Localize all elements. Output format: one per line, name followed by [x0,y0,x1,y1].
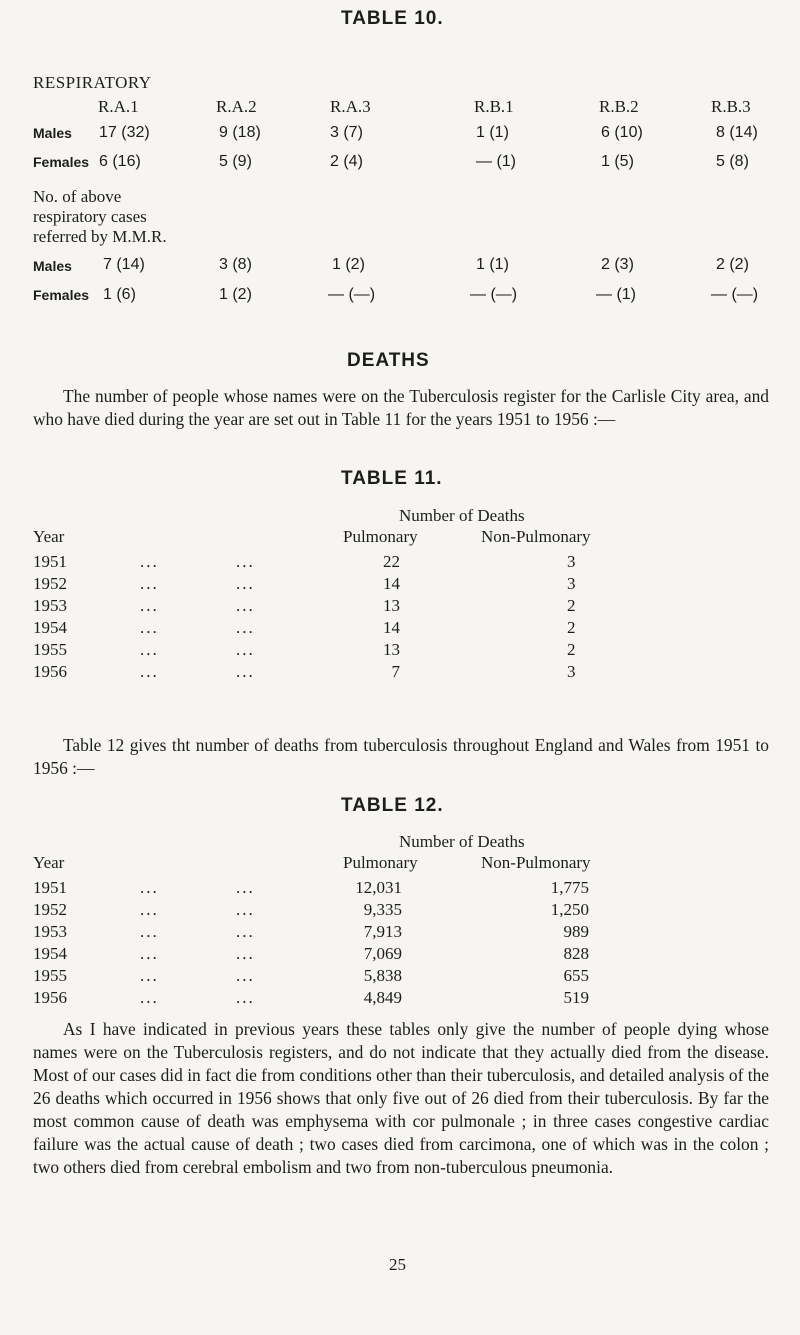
year-cell: 1953 [33,596,67,615]
year-cell: 1956 [33,988,67,1007]
table11-title: TABLE 11. [341,468,443,489]
row-label: Males [33,258,72,274]
table-cell: 5 (8) [716,153,749,170]
leader-dots: ... [140,618,159,637]
table-cell: 1 (1) [476,124,509,141]
table-cell: 9 (18) [219,124,261,141]
non-pulmonary-cell: 3 [567,574,576,593]
col-header: R.A.2 [216,97,257,116]
table-cell: 5 (9) [219,153,252,170]
non-pulmonary-cell: 3 [567,662,576,681]
row-label: Males [33,125,72,141]
closing-paragraph: As I have indicated in previous years these tables only give the number of people dying whose names were on the Tuberculosis registers, and do not indicate that they actually died from the disease. Most of our cases did in fact die from conditions other than their tuberculosis, and detailed analysis of the 26 deaths which occurred in 1956 shows that only five out of 26 died from their tuberculosis. By far the most common cause of death was emphysema with cor pulmonale ; in three cases congestive cardiac failure was the actual cause of death ; two cases died from carcimona, one of which was in the colon ; two others died from cerebral embolism and two from non-tuberculous pneumonia. [33,1019,769,1177]
table-cell: 1 (6) [103,286,136,303]
table-cell: 3 (7) [330,124,363,141]
referred-caption-line: respiratory cases [33,207,147,226]
year-cell: 1952 [33,900,67,919]
year-cell: 1955 [33,966,67,985]
table11-col-pulmonary: Pulmonary [343,527,418,546]
year-cell: 1954 [33,618,67,637]
table12-intro: Table 12 gives tht number of deaths from tuberculosis throughout England and Wales from 1951 to 1956 :— [33,735,769,778]
col-header: R.A.1 [98,97,139,116]
row-label: Females [33,154,90,170]
pulmonary-cell: 7 [391,662,400,681]
table-cell: 7 (14) [103,256,145,273]
non-pulmonary-cell: 2 [567,618,576,637]
table10-title: TABLE 10. [341,8,444,29]
non-pulmonary-cell: 2 [567,640,576,659]
table10-section-label: RESPIRATORY [33,73,152,92]
leader-dots: ... [140,900,159,919]
col-header: R.B.1 [474,97,514,116]
table-cell: 6 (10) [601,124,643,141]
pulmonary-cell: 14 [383,618,400,637]
table-cell: 6 (16) [99,153,141,170]
year-cell: 1951 [33,878,67,897]
table11-col-non-pulmonary: Non-Pulmonary [481,527,591,546]
leader-dots: ... [140,574,159,593]
pulmonary-cell: 22 [383,552,400,571]
table-cell: 1 (2) [219,286,252,303]
leader-dots: ... [236,878,255,897]
table12-group-header: Number of Deaths [399,832,525,851]
table-cell: 2 (3) [601,256,634,273]
pulmonary-cell: 13 [383,596,400,615]
table12-col-non-pulmonary: Non-Pulmonary [481,853,591,872]
leader-dots: ... [236,966,255,985]
leader-dots: ... [140,988,159,1007]
leader-dots: ... [236,574,255,593]
leader-dots: ... [140,878,159,897]
leader-dots: ... [236,988,255,1007]
leader-dots: ... [140,944,159,963]
deaths-paragraph: The number of people whose names were on the Tuberculosis register for the Carlisle City area, and who have died during the year are set out in Table 11 for the years 1951 to 1956 :— [33,386,769,429]
leader-dots: ... [236,596,255,615]
leader-dots: ... [140,662,159,681]
pulmonary-cell: 7,913 [363,922,402,941]
table12-col-pulmonary: Pulmonary [343,853,418,872]
non-pulmonary-cell: 2 [567,596,576,615]
leader-dots: ... [236,944,255,963]
table-cell: — (—) [470,286,518,303]
table-cell: 1 (2) [332,256,365,273]
non-pulmonary-cell: 655 [563,966,589,985]
table-cell: 8 (14) [716,124,758,141]
table-cell: 1 (1) [476,256,509,273]
referred-caption-line: referred by M.M.R. [33,227,167,246]
leader-dots: ... [236,900,255,919]
year-cell: 1956 [33,662,67,681]
table11-col-year: Year [33,527,65,546]
leader-dots: ... [236,552,255,571]
leader-dots: ... [236,662,255,681]
table-cell: — (—) [328,286,376,303]
year-cell: 1952 [33,574,67,593]
non-pulmonary-cell: 3 [567,552,576,571]
table-cell: 2 (2) [716,256,749,273]
non-pulmonary-cell: 989 [563,922,589,941]
year-cell: 1954 [33,944,67,963]
leader-dots: ... [140,966,159,985]
pulmonary-cell: 12,031 [355,878,402,897]
year-cell: 1953 [33,922,67,941]
year-cell: 1955 [33,640,67,659]
pulmonary-cell: 4,849 [363,988,402,1007]
year-cell: 1951 [33,552,67,571]
leader-dots: ... [140,640,159,659]
non-pulmonary-cell: 1,775 [550,878,589,897]
leader-dots: ... [140,552,159,571]
leader-dots: ... [140,922,159,941]
non-pulmonary-cell: 519 [563,988,589,1007]
deaths-heading: DEATHS [347,350,430,371]
non-pulmonary-cell: 828 [563,944,589,963]
leader-dots: ... [236,618,255,637]
non-pulmonary-cell: 1,250 [550,900,589,919]
page-number: 25 [389,1255,406,1274]
table-cell: 17 (32) [99,124,150,141]
pulmonary-cell: 14 [383,574,400,593]
pulmonary-cell: 5,838 [363,966,402,985]
table12-title: TABLE 12. [341,795,444,816]
table-cell: 1 (5) [601,153,634,170]
leader-dots: ... [236,640,255,659]
table-cell: 2 (4) [330,153,363,170]
col-header: R.A.3 [330,97,371,116]
leader-dots: ... [140,596,159,615]
table12-col-year: Year [33,853,65,872]
table-cell: — (—) [711,286,759,303]
table11-group-header: Number of Deaths [399,506,525,525]
table-cell: — (1) [596,286,636,303]
pulmonary-cell: 9,335 [363,900,402,919]
row-label: Females [33,287,90,303]
col-header: R.B.2 [599,97,639,116]
table-cell: 3 (8) [219,256,252,273]
pulmonary-cell: 13 [383,640,400,659]
col-header: R.B.3 [711,97,751,116]
leader-dots: ... [236,922,255,941]
table-cell: — (1) [476,153,516,170]
referred-caption-line: No. of above [33,187,122,206]
pulmonary-cell: 7,069 [363,944,402,963]
